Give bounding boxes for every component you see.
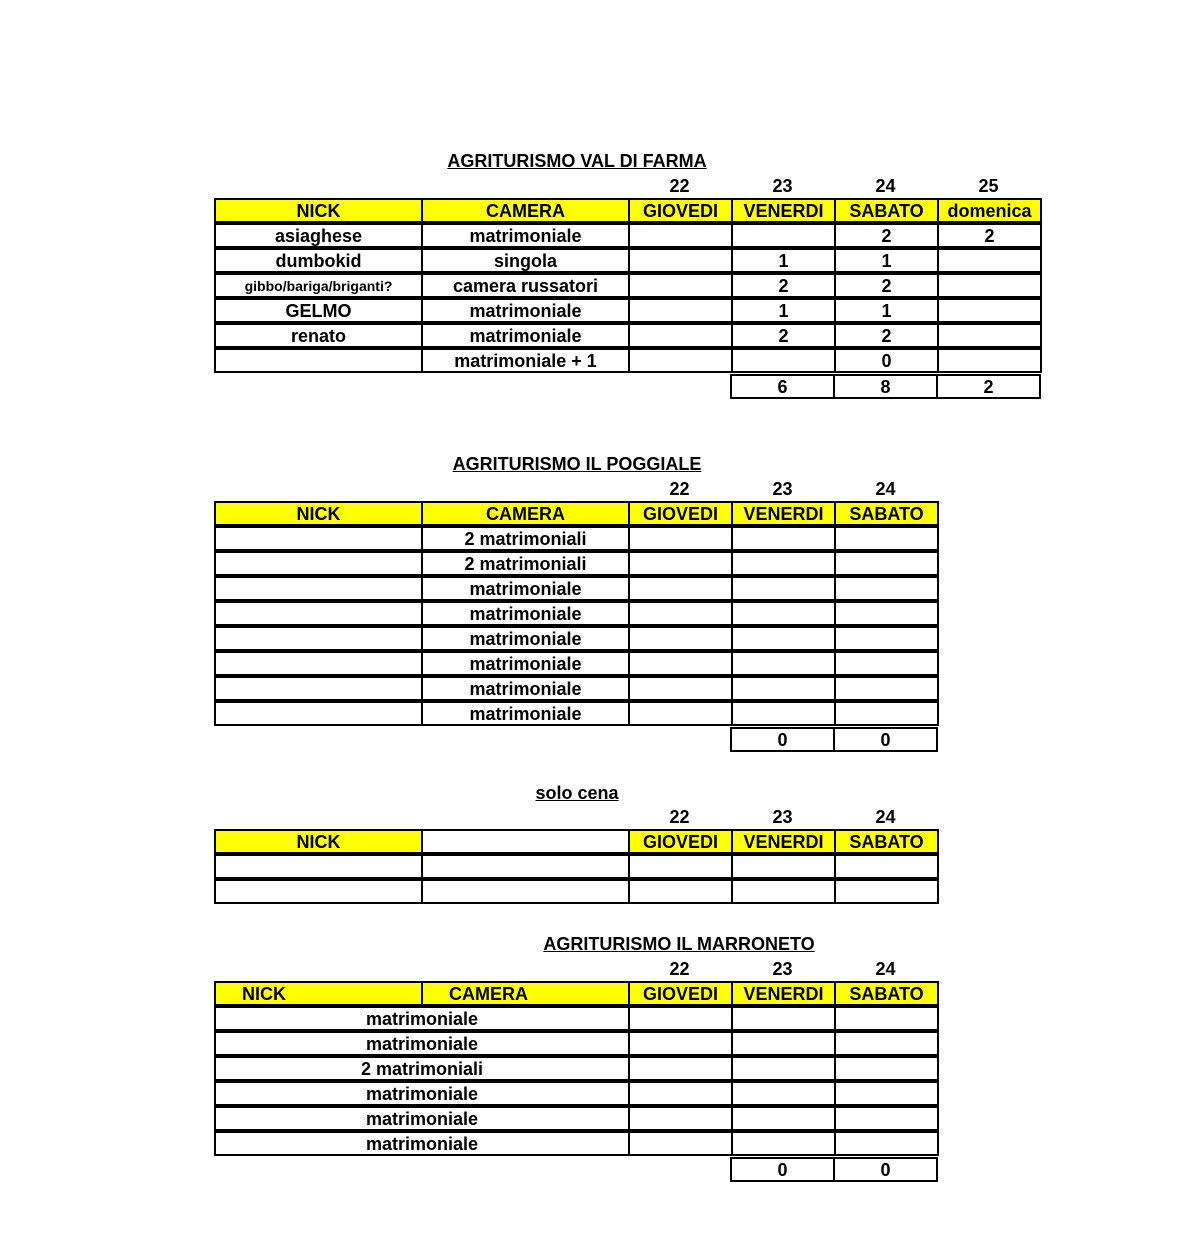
table-row <box>214 854 937 879</box>
table-header-row <box>214 981 937 1006</box>
nick-cell <box>214 676 423 701</box>
header-cell: NICK <box>214 829 423 854</box>
camera-cell: 2 matrimoniali <box>421 551 630 576</box>
day-cell <box>628 1131 733 1156</box>
table-header-row <box>214 501 937 526</box>
header-cell: NICK <box>214 198 423 223</box>
header-cell: VENERDI <box>731 829 836 854</box>
day-cell <box>628 526 733 551</box>
header-cell: SABATO <box>834 198 939 223</box>
table-row <box>214 1106 937 1131</box>
camera-cell: matrimoniale <box>214 1081 630 1106</box>
day-cell <box>628 854 733 879</box>
nick-cell <box>214 551 423 576</box>
day-cell <box>834 879 939 904</box>
table-row <box>214 273 1040 298</box>
camera-cell: matrimoniale <box>421 323 630 348</box>
day-number: 23 <box>772 959 793 979</box>
day-cell <box>628 1081 733 1106</box>
table-header-row <box>214 829 937 854</box>
table-header-row <box>214 198 1040 223</box>
table-row <box>214 551 937 576</box>
table-row <box>214 526 937 551</box>
camera-cell: matrimoniale <box>421 676 630 701</box>
table-row <box>214 676 937 701</box>
day-cell <box>731 626 836 651</box>
day-cell <box>834 1131 939 1156</box>
header-cell <box>421 829 630 854</box>
table-row <box>214 1031 937 1056</box>
day-cell <box>834 576 939 601</box>
table-row <box>214 223 1040 248</box>
day-cell <box>937 273 1042 298</box>
day-cell <box>628 651 733 676</box>
day-number: 24 <box>875 807 896 827</box>
camera-cell: matrimoniale <box>421 701 630 726</box>
camera-cell: matrimoniale <box>421 223 630 248</box>
day-cell <box>628 1106 733 1131</box>
camera-cell: matrimoniale <box>214 1031 630 1056</box>
table-row <box>214 651 937 676</box>
table-row <box>214 348 1040 373</box>
table-row <box>214 601 937 626</box>
day-cell <box>628 248 733 273</box>
header-cell: VENERDI <box>731 501 836 526</box>
nick-cell <box>214 879 423 904</box>
table-row <box>214 1006 937 1031</box>
day-number: 22 <box>669 479 690 499</box>
day-cell <box>628 1031 733 1056</box>
day-cell <box>834 1106 939 1131</box>
day-number: 23 <box>772 807 793 827</box>
table-row <box>214 248 1040 273</box>
day-cell: 2 <box>834 323 939 348</box>
day-cell <box>834 701 939 726</box>
header-cell: CAMERA <box>421 501 630 526</box>
header-cell: GIOVEDI <box>628 198 733 223</box>
nick-cell: asiaghese <box>214 223 423 248</box>
nick-cell <box>214 348 423 373</box>
header-cell: GIOVEDI <box>628 981 733 1006</box>
section-title: solo cena <box>535 783 619 803</box>
day-cell <box>834 676 939 701</box>
day-cell <box>937 298 1042 323</box>
day-number: 23 <box>772 479 793 499</box>
day-number: 25 <box>978 176 999 196</box>
day-cell <box>628 879 733 904</box>
camera-cell: singola <box>421 248 630 273</box>
day-cell: 1 <box>834 298 939 323</box>
day-cell: 1 <box>731 248 836 273</box>
day-cell <box>628 1006 733 1031</box>
day-cell <box>628 626 733 651</box>
header-cell: NICK <box>214 981 423 1006</box>
totals-row <box>730 727 936 752</box>
header-cell: CAMERA <box>421 198 630 223</box>
table-row <box>214 879 937 904</box>
day-cell <box>731 854 836 879</box>
day-cell: 2 <box>834 223 939 248</box>
table-row <box>214 626 937 651</box>
day-cell <box>937 323 1042 348</box>
header-cell: GIOVEDI <box>628 829 733 854</box>
camera-cell: matrimoniale <box>214 1006 630 1031</box>
day-cell: 2 <box>731 323 836 348</box>
nick-cell: gibbo/bariga/briganti? <box>214 273 423 298</box>
totals-row <box>730 374 1039 399</box>
day-cell <box>834 1081 939 1106</box>
day-cell <box>731 651 836 676</box>
day-cell <box>731 551 836 576</box>
nick-cell <box>214 854 423 879</box>
table-row <box>214 323 1040 348</box>
header-cell: SABATO <box>834 501 939 526</box>
day-cell <box>731 701 836 726</box>
day-cell <box>731 1006 836 1031</box>
day-cell <box>628 601 733 626</box>
header-cell: SABATO <box>834 829 939 854</box>
day-cell <box>834 601 939 626</box>
total-cell: 0 <box>833 727 938 752</box>
day-cell: 2 <box>834 273 939 298</box>
day-cell <box>834 1006 939 1031</box>
nick-cell <box>214 701 423 726</box>
total-cell: 0 <box>730 1157 835 1182</box>
day-cell <box>834 651 939 676</box>
day-cell <box>834 526 939 551</box>
day-cell <box>731 1131 836 1156</box>
nick-cell <box>214 576 423 601</box>
camera-cell: matrimoniale <box>214 1131 630 1156</box>
table-row <box>214 298 1040 323</box>
total-cell: 0 <box>833 1157 938 1182</box>
header-cell: VENERDI <box>731 198 836 223</box>
day-number: 22 <box>669 959 690 979</box>
header-cell: GIOVEDI <box>628 501 733 526</box>
header-cell: domenica <box>937 198 1042 223</box>
total-cell: 6 <box>730 374 835 399</box>
day-cell <box>628 576 733 601</box>
nick-cell <box>214 526 423 551</box>
day-cell: 2 <box>937 223 1042 248</box>
day-cell: 2 <box>731 273 836 298</box>
camera-cell: matrimoniale <box>421 576 630 601</box>
header-cell: NICK <box>214 501 423 526</box>
day-cell <box>628 323 733 348</box>
totals-row <box>730 1157 936 1182</box>
camera-cell: matrimoniale <box>214 1106 630 1131</box>
day-cell <box>628 348 733 373</box>
camera-cell <box>421 854 630 879</box>
camera-cell: 2 matrimoniali <box>421 526 630 551</box>
day-number: 24 <box>875 176 896 196</box>
day-cell <box>731 526 836 551</box>
day-cell <box>937 348 1042 373</box>
header-cell: SABATO <box>834 981 939 1006</box>
day-number: 23 <box>772 176 793 196</box>
total-cell: 2 <box>936 374 1041 399</box>
day-cell <box>731 676 836 701</box>
table-row <box>214 701 937 726</box>
day-cell: 1 <box>834 248 939 273</box>
day-cell <box>731 576 836 601</box>
section-title: AGRITURISMO IL POGGIALE <box>452 454 702 474</box>
day-cell <box>937 248 1042 273</box>
camera-cell: 2 matrimoniali <box>214 1056 630 1081</box>
nick-cell: renato <box>214 323 423 348</box>
day-cell <box>731 223 836 248</box>
day-cell <box>834 626 939 651</box>
nick-cell <box>214 601 423 626</box>
nick-cell: GELMO <box>214 298 423 323</box>
section-title: AGRITURISMO VAL DI FARMA <box>447 151 707 171</box>
day-cell <box>731 1081 836 1106</box>
day-cell <box>628 298 733 323</box>
header-cell: VENERDI <box>731 981 836 1006</box>
day-cell <box>834 1031 939 1056</box>
camera-cell <box>421 879 630 904</box>
day-number: 22 <box>669 807 690 827</box>
camera-cell: matrimoniale <box>421 626 630 651</box>
table-row <box>214 1081 937 1106</box>
table-row <box>214 1131 937 1156</box>
day-cell <box>834 551 939 576</box>
day-number: 24 <box>875 959 896 979</box>
day-cell <box>731 348 836 373</box>
camera-cell: camera russatori <box>421 273 630 298</box>
camera-cell: matrimoniale + 1 <box>421 348 630 373</box>
day-cell: 1 <box>731 298 836 323</box>
camera-cell: matrimoniale <box>421 601 630 626</box>
camera-cell: matrimoniale <box>421 298 630 323</box>
day-cell <box>628 676 733 701</box>
table-row <box>214 1056 937 1081</box>
day-cell <box>628 223 733 248</box>
nick-cell <box>214 651 423 676</box>
section-title: AGRITURISMO IL MARRONETO <box>543 934 815 954</box>
day-cell <box>834 854 939 879</box>
day-cell <box>628 1056 733 1081</box>
day-cell <box>628 701 733 726</box>
nick-cell <box>214 626 423 651</box>
day-cell <box>731 601 836 626</box>
total-cell: 8 <box>833 374 938 399</box>
nick-cell: dumbokid <box>214 248 423 273</box>
total-cell: 0 <box>730 727 835 752</box>
header-cell: CAMERA <box>421 981 630 1006</box>
day-cell <box>731 1031 836 1056</box>
day-cell <box>834 1056 939 1081</box>
camera-cell: matrimoniale <box>421 651 630 676</box>
day-cell <box>628 551 733 576</box>
day-number: 22 <box>669 176 690 196</box>
day-cell: 0 <box>834 348 939 373</box>
day-number: 24 <box>875 479 896 499</box>
table-row <box>214 576 937 601</box>
day-cell <box>731 1056 836 1081</box>
day-cell <box>731 879 836 904</box>
day-cell <box>731 1106 836 1131</box>
day-cell <box>628 273 733 298</box>
